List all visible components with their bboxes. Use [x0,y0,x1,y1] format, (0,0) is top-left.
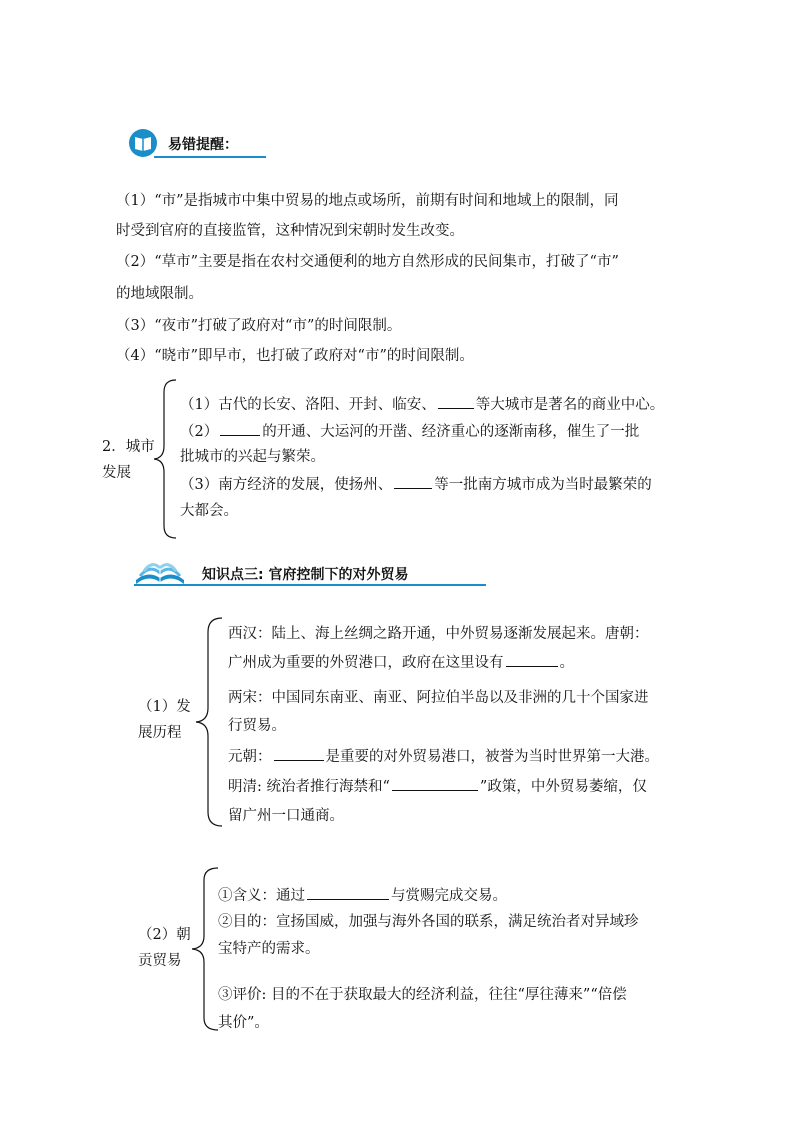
knowledge-underline [134,584,486,586]
development-line-2: 广州成为重要的外贸港口，政府在这里设有 。 [228,652,574,673]
development-line-6: 明清: 统治者推行海禁和“ ”政策，中外贸易萎缩，仅 [228,776,647,797]
knowledge-header [134,558,486,588]
development-brace [190,616,224,828]
knowledge-title: 知识点三: 官府控制下的对外贸易 [202,567,409,583]
tribute-line-5: 其价”。 [218,1015,269,1031]
reminder-line: （1）“市”是指城市中集中贸易的地点或场所，前期有时间和地域上的限制，同 [116,193,619,209]
development-label: （1）发 展历程 [138,699,191,741]
reminder-line: 的地域限制。 [116,286,203,302]
book-stack-icon [134,560,186,586]
city-brace [148,378,178,540]
reminder-line: 时受到官府的直接监管，这种情况到宋朝时发生改变。 [116,223,464,239]
development-line-4: 行贸易。 [228,718,286,734]
reminder-line: （2）“草市”主要是指在农村交通便利的地方自然形成的民间集市，打破了“市” [116,254,619,270]
tribute-line-1: ①含义：通过 与赏赐完成交易。 [218,885,507,906]
reminder-line: （4）“晓市”即早市，也打破了政府对“市”的时间限制。 [116,348,474,364]
development-line-5: 元朝： 是重要的对外贸易港口，被誉为当时世界第一大港。 [228,746,659,767]
tribute-label: （2）朝 贡贸易 [138,927,191,969]
city-line-2: （2） 的开通、大运河的开凿、经济重心的逐渐南移，催生了一批 [180,421,639,442]
reminder-underline [154,156,266,158]
development-line-1: 西汉：陆上、海上丝绸之路开通，中外贸易逐渐发展起来。唐朝： [228,626,649,642]
tribute-line-4: ③评价: 目的不在于获取最大的经济利益，往往“厚往薄来”“倍偿 [218,987,627,1003]
city-label: 2．城市 发展 [102,439,155,481]
tribute-brace [186,866,220,1032]
reminder-line: （3）“夜市”打破了政府对“市”的时间限制。 [116,318,402,334]
reminder-header [128,126,268,160]
reminder-title: 易错提醒： [168,137,238,153]
tribute-line-2: ②目的：宣扬国威，加强与海外各国的联系，满足统治者对异域珍 [218,914,639,930]
city-line-4: （3）南方经济的发展，使扬州、 等一批南方城市成为当时最繁荣的 [180,474,652,495]
city-line-1: （1）古代的长安、洛阳、开封、临安、 等大城市是著名的商业中心。 [180,394,664,415]
tribute-line-3: 宝特产的需求。 [218,941,320,957]
city-line-5: 大都会。 [180,503,238,519]
development-line-3: 两宋：中国同东南亚、南亚、阿拉伯半岛以及非洲的几十个国家进 [228,690,649,706]
book-open-icon [128,128,162,158]
development-line-7: 留广州一口通商。 [228,808,344,824]
city-line-3: 批城市的兴起与繁荣。 [180,449,325,465]
